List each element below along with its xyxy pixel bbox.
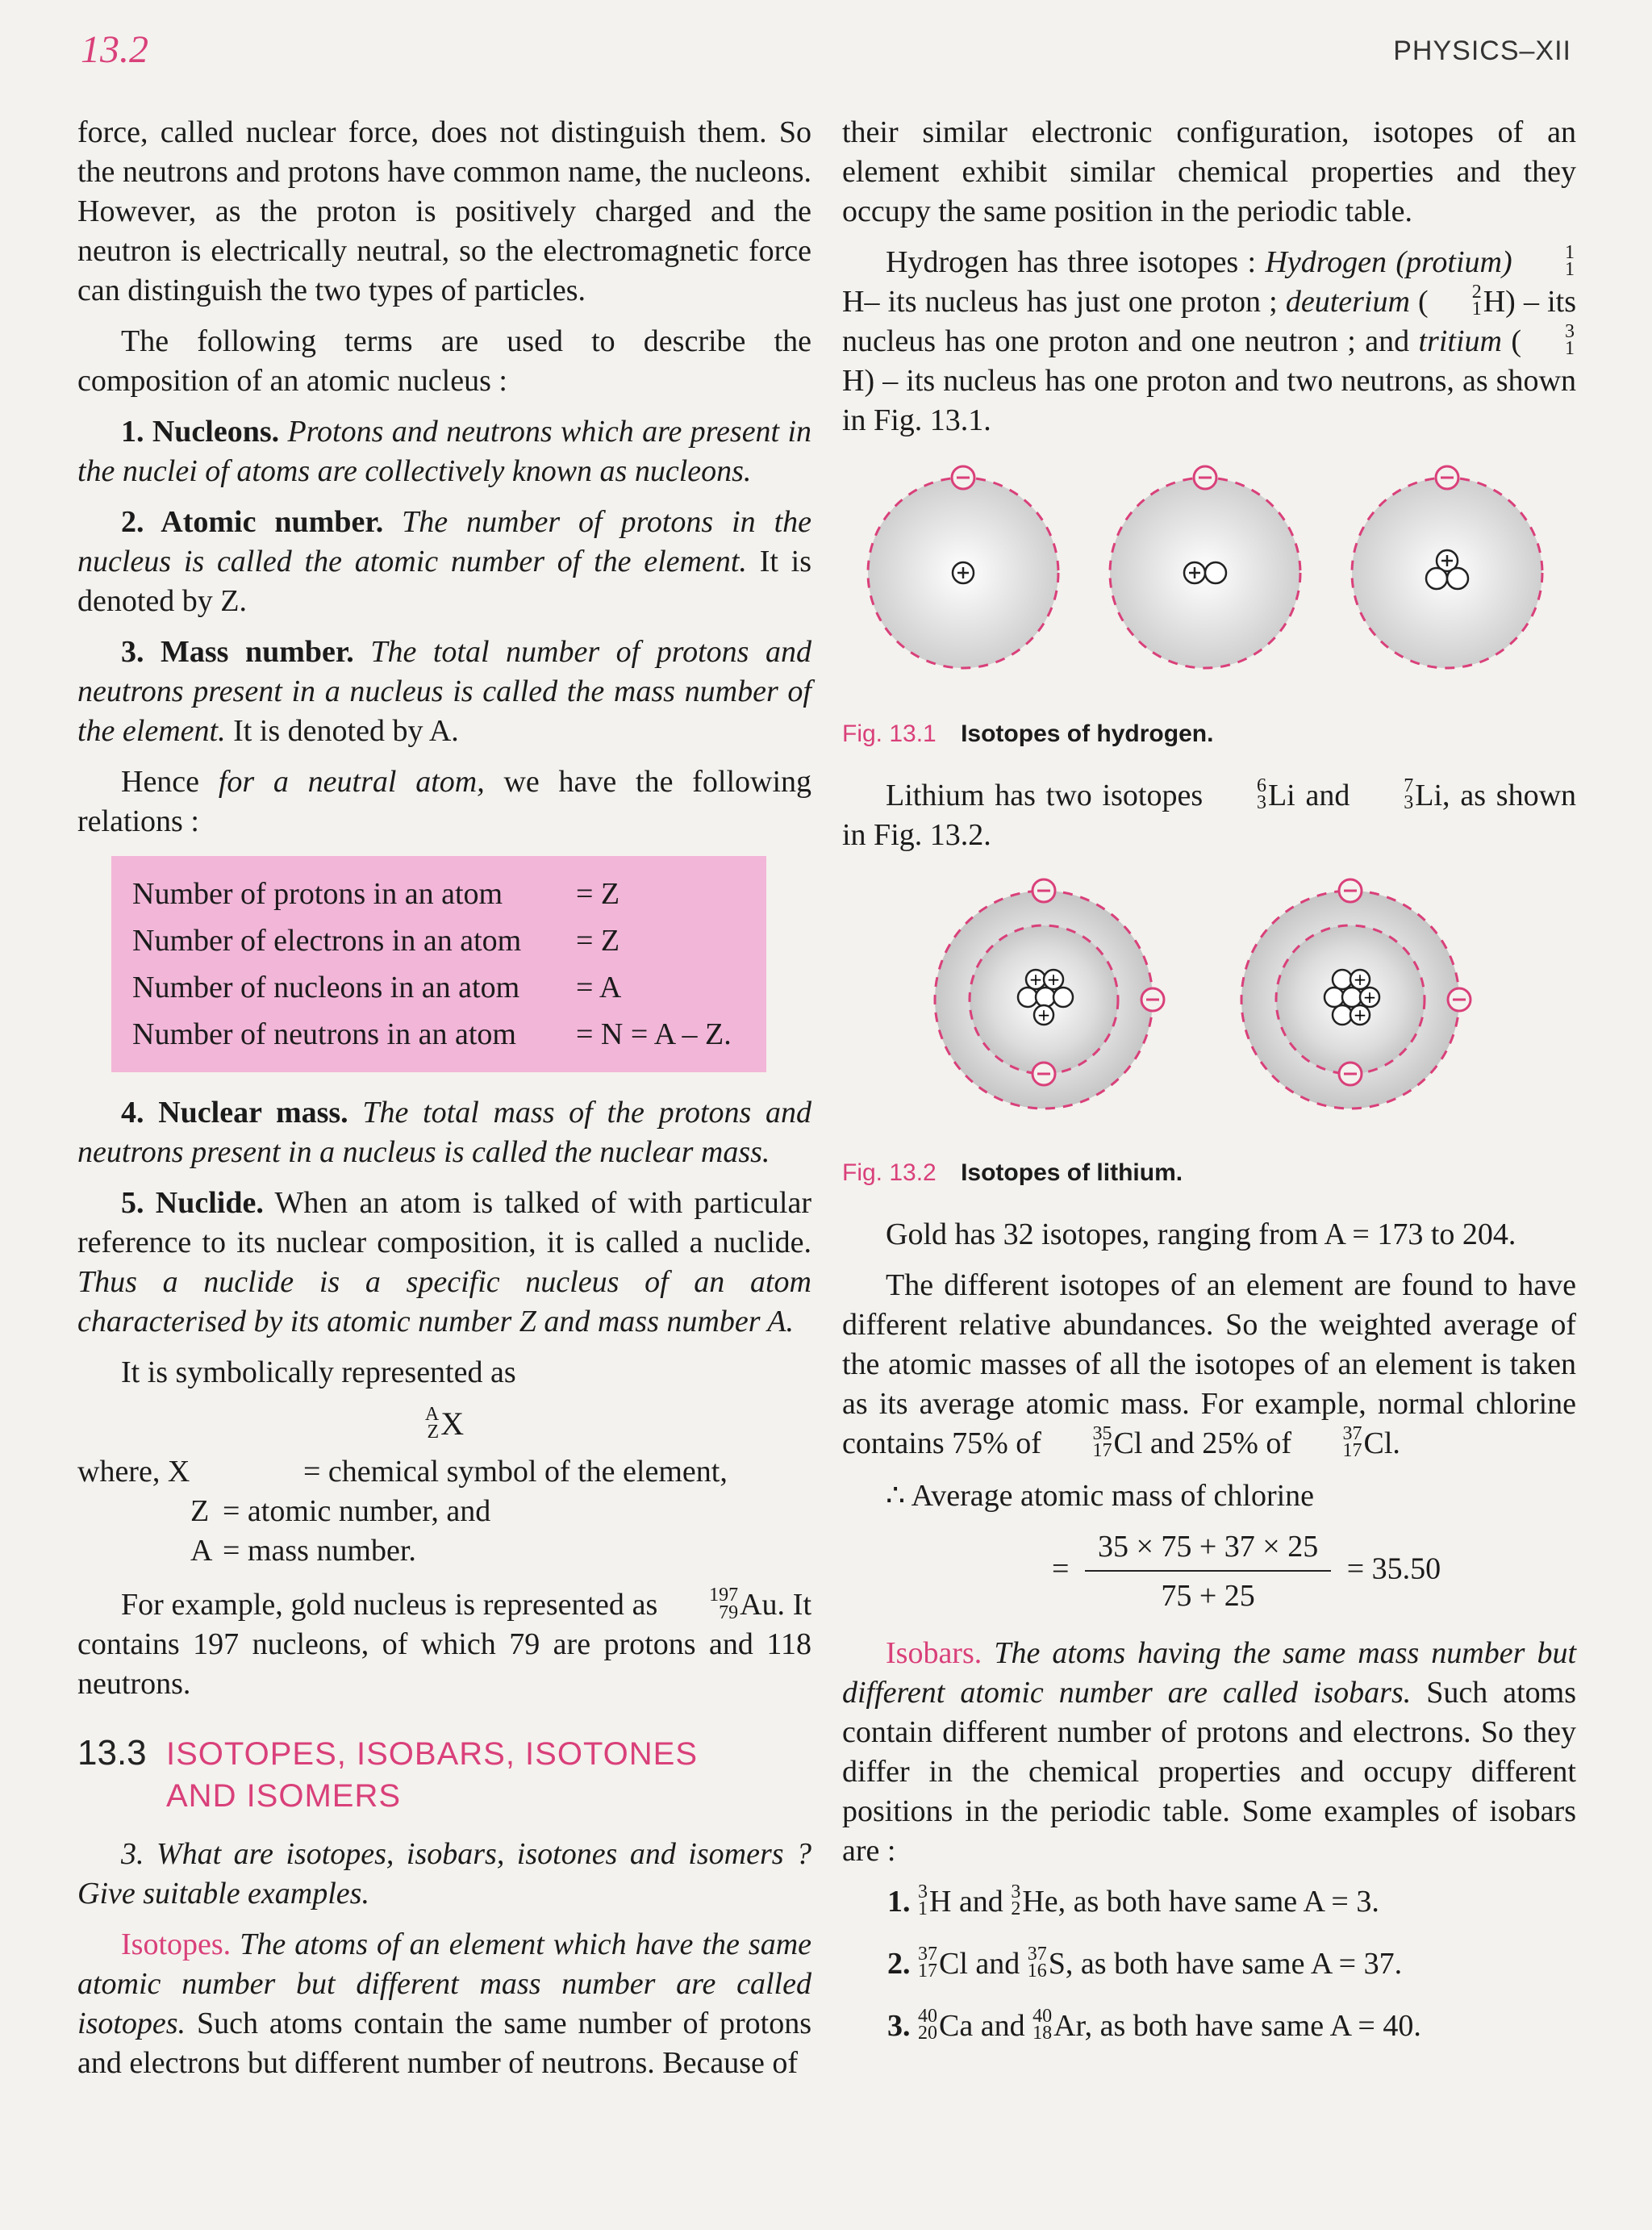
isotopes-def: The atoms of an element which have the same atomic number but different mass number are called isotopes. xyxy=(77,1927,812,2041)
svg-text:+: + xyxy=(1028,970,1043,989)
definition-nucleons xyxy=(77,412,811,491)
figure-caption xyxy=(842,1153,1576,1192)
item-b: He, as both have same A = 3. xyxy=(1022,1885,1379,1919)
gold-atomic: 79 xyxy=(719,1602,739,1623)
hydrogen-d: H) – its nucleus has one proton and two neutrons, as shown in Fig. 13.1. xyxy=(842,364,1576,437)
question xyxy=(77,1835,811,1914)
hydrogen-deuterium: deuterium xyxy=(1285,285,1410,319)
figure-hydrogen-isotopes xyxy=(842,452,1576,754)
symbol-x: X xyxy=(440,1405,465,1442)
where-key: Z xyxy=(190,1494,210,1529)
term-text: The total number of protons and neutrons present in a nucleus is called the mass number of the element. xyxy=(77,635,811,748)
relation-value: = A xyxy=(576,971,622,1004)
hydrogen-tritium: tritium xyxy=(1418,324,1502,358)
svg-text:+: + xyxy=(1037,1005,1051,1025)
term-label: 4. Nuclear mass. xyxy=(121,1096,348,1130)
relation-row xyxy=(132,917,745,964)
isotope-indices: 3 1 xyxy=(918,1881,928,1920)
isobars-text: Such atoms contain different number of protons and electrons. So they differ in the chemical properties and occupy different positions in the periodic table. Some examples of isobars are : xyxy=(842,1676,1576,1868)
relations-intro xyxy=(77,762,811,841)
figure-lithium-isotopes xyxy=(842,867,1576,1192)
list-item xyxy=(887,1882,1576,1922)
relation-value: = N = A – Z. xyxy=(576,1017,732,1051)
definition-nuclide xyxy=(77,1184,811,1342)
fraction-denominator: 75 + 25 xyxy=(1161,1579,1255,1613)
hydrogen-isotopes: Hydrogen has three isotopes : Hydrogen (protium) 1 1 H– its nucleus has just one proton ; deuterium ( 2 1 H) – its nucleus has one proton and one neutron ; and tritium ( 3 1 H) – its nucleus has one proton and two neutrons, as shown in Fig. 13.1. xyxy=(842,241,1577,437)
isotope-indices: 37 17 xyxy=(918,1943,937,1982)
gold-indices xyxy=(665,1587,738,1622)
where-value: = atomic number, and xyxy=(223,1494,491,1529)
equals-sign: = xyxy=(1052,1551,1070,1586)
h1-indices: 1 1 xyxy=(1565,241,1575,281)
item-b: Ar, as both have same A = 40. xyxy=(1053,2009,1421,2043)
fraction-numerator: 35 × 75 + 37 × 25 xyxy=(1085,1527,1331,1572)
term-text: The total mass of the protons and neutrons present in a nucleus is called the nuclear mass. xyxy=(77,1096,811,1169)
term-label: 3. Mass number. xyxy=(121,635,354,669)
right-column xyxy=(842,113,1576,2069)
term-note: It is denoted by A. xyxy=(233,714,459,748)
lithium-isotopes xyxy=(842,776,1576,855)
gold-isotopes: Gold has 32 isotopes, ranging from A = 173 to 204. xyxy=(886,1217,1516,1251)
definition-mass-number xyxy=(77,633,811,751)
where-key: where, X xyxy=(77,1455,190,1489)
h3-indices: 3 1 xyxy=(1565,320,1575,360)
average-fraction xyxy=(1085,1527,1331,1616)
running-head: PHYSICS–XII xyxy=(1393,35,1571,66)
hydrogen-protium: Hydrogen (protium) xyxy=(1265,245,1512,279)
abundance-cl35: Cl and 25% of xyxy=(1113,1426,1292,1460)
relation-row xyxy=(132,871,745,917)
isotope-indices: 3 2 xyxy=(1011,1881,1021,1920)
section-title-line-1: ISOTOPES, ISOBARS, ISOTONES xyxy=(166,1736,699,1773)
deuterium-atom xyxy=(1110,466,1300,668)
isobar-examples xyxy=(887,1882,1576,2046)
where-value: = mass number. xyxy=(223,1534,416,1568)
item-a: H and xyxy=(929,1885,1003,1919)
svg-text:+: + xyxy=(1362,988,1377,1007)
section-title xyxy=(166,1733,698,1817)
definition-nuclear-mass xyxy=(77,1093,811,1172)
figure-number: Fig. 13.2 xyxy=(842,1159,937,1186)
gold-example xyxy=(77,1585,811,1704)
figure-caption-text: Isotopes of hydrogen. xyxy=(961,720,1214,747)
lithium-c: Li, as shown in Fig. 13.2. xyxy=(842,779,1577,852)
term-italic: Thus a nuclide is a specific nucleus of an atom characterised by its atomic number Z and mass number A. xyxy=(77,1265,811,1338)
where-list xyxy=(77,1452,811,1571)
term-isotopes: Isotopes. xyxy=(121,1927,232,1962)
gold-symbol: Au. xyxy=(740,1588,786,1622)
symbol-atomic: Z xyxy=(427,1421,440,1443)
item-number: 1. xyxy=(887,1885,911,1919)
isobars-definition xyxy=(842,1634,1576,1871)
abundance-paragraph xyxy=(842,1266,1576,1464)
section-title-line-2: AND ISOMERS xyxy=(166,1778,402,1814)
term-label: 1. Nucleons. xyxy=(121,415,280,449)
lithium-b: Li and xyxy=(1267,779,1350,812)
lithium-7-atom xyxy=(1241,879,1471,1109)
item-b: S, as both have same A = 37. xyxy=(1048,1947,1403,1981)
section-heading xyxy=(77,1733,811,1817)
term-label: 5. Nuclide. xyxy=(121,1186,264,1220)
isotope-indices: 40 20 xyxy=(918,2005,937,2044)
term-note: It is denoted by Z. xyxy=(77,545,812,618)
abundance-cl37: Cl. xyxy=(1363,1426,1400,1460)
relation-label: Number of neutrons in an atom xyxy=(132,1017,516,1051)
paragraph-nucleons: force, called nuclear force, does not distinguish them. So the neutrons and protons have common name, the nucleons. However, as the proton is positively charged and the neutron is electrically neutral, so the electromagnetic force can distinguish the two types of particles. xyxy=(77,115,811,307)
lithium-isotopes-diagram xyxy=(842,867,1576,1133)
term-isobars: Isobars. xyxy=(886,1636,982,1670)
svg-text:+: + xyxy=(1353,1005,1367,1025)
paragraph-terms-intro: The following terms are used to describe the composition of an atomic nucleus : xyxy=(77,324,811,398)
h2-indices: 2 1 xyxy=(1471,281,1482,320)
paragraph-configuration: their similar electronic configuration, isotopes of an element exhibit similar chemical properties and they occupy the same position in the periodic table. xyxy=(842,115,1576,228)
nuclide-symbol xyxy=(77,1404,811,1444)
gold-mass: 197 xyxy=(709,1585,739,1606)
li6-indices: 6 3 xyxy=(1256,775,1266,814)
term-text: When an atom is talked of with particular reference to its nuclear composition, it is called a nuclide. xyxy=(77,1186,811,1259)
relation-label: Number of nucleons in an atom xyxy=(132,971,520,1004)
isotope-indices: 40 18 xyxy=(1032,2005,1053,2044)
relations-intro-a: Hence xyxy=(121,765,200,799)
average-label: ∴ Average atomic mass of chlorine xyxy=(886,1479,1315,1513)
relation-value: = Z xyxy=(576,877,620,911)
lithium-6-atom xyxy=(935,879,1164,1109)
svg-text:+: + xyxy=(1046,970,1061,989)
left-column xyxy=(77,113,811,2094)
term-text: Protons and neutrons which are present in the nuclei of atoms are collectively known as nucleons. xyxy=(77,415,812,488)
term-text: The number of protons in the nucleus is called the atomic number of the element. xyxy=(77,505,811,578)
question-text: 3. What are isotopes, isobars, isotones and isomers ? Give suitable examples. xyxy=(77,1837,811,1911)
average-result: = 35.50 xyxy=(1346,1551,1441,1586)
protium-atom xyxy=(868,466,1058,668)
relation-row xyxy=(132,964,745,1011)
where-value: = chemical symbol of the element, xyxy=(303,1455,728,1489)
li7-indices: 7 3 xyxy=(1404,775,1414,814)
symbol-mass: A xyxy=(424,1404,440,1426)
hydrogen-b: H– its nucleus has just one proton ; xyxy=(842,285,1278,319)
isotopes-definition xyxy=(77,1925,811,2083)
where-row xyxy=(77,1452,811,1492)
svg-text:+: + xyxy=(1353,970,1367,989)
symbol-indices xyxy=(425,1406,439,1441)
where-row xyxy=(77,1492,811,1531)
hydrogen-a: Hydrogen has three isotopes : xyxy=(886,245,1257,279)
tritium-atom xyxy=(1352,466,1542,668)
relations-intro-c: we have the following relations : xyxy=(77,765,812,838)
page-number: 13.2 xyxy=(81,28,148,71)
example-text-b: It contains 197 nucleons, of which 79 are protons and 118 neutrons. xyxy=(77,1588,812,1702)
item-a: Cl and xyxy=(939,1947,1020,1981)
isotope-indices: 37 16 xyxy=(1027,1943,1047,1982)
cl37-indices: 37 17 xyxy=(1342,1422,1362,1462)
term-label: 2. Atomic number. xyxy=(121,505,384,539)
relation-label: Number of electrons in an atom xyxy=(132,924,522,958)
symbol-intro: It is symbolically represented as xyxy=(121,1355,516,1389)
figure-number: Fig. 13.1 xyxy=(842,720,937,747)
isobars-def: The atoms having the same mass number but different atomic number are called isobars. xyxy=(842,1636,1577,1710)
hydrogen-isotopes-diagram xyxy=(842,452,1576,694)
where-row xyxy=(77,1531,811,1571)
relation-value: = Z xyxy=(576,924,620,958)
cl35-indices: 35 17 xyxy=(1092,1422,1112,1462)
list-item xyxy=(887,1944,1576,1984)
list-item xyxy=(887,2007,1576,2046)
section-number: 13.3 xyxy=(77,1733,147,1773)
relation-row xyxy=(132,1011,745,1058)
where-key: A xyxy=(190,1534,213,1568)
item-number: 3. xyxy=(887,2009,911,2043)
relations-box xyxy=(111,856,766,1072)
item-number: 2. xyxy=(887,1947,911,1981)
example-text: For example, gold nucleus is represented as xyxy=(121,1588,658,1622)
lithium-a: Lithium has two isotopes xyxy=(886,779,1204,812)
figure-caption xyxy=(842,714,1576,754)
relations-intro-b: for a neutral atom, xyxy=(218,765,485,799)
relation-label: Number of protons in an atom xyxy=(132,877,503,911)
hydrogen-c: H) – its nucleus has one proton and one neutron ; and xyxy=(842,285,1577,358)
definition-atomic-number xyxy=(77,503,811,621)
average-equation xyxy=(1052,1527,1576,1616)
abundance-text: The different isotopes of an element are found to have different relative abundances. So the weighted average of the atomic masses of all the isotopes of an element is taken as its average atomic mass. For example, normal chlorine contains 75% of xyxy=(842,1268,1576,1460)
isotopes-text: Such atoms contain the same number of protons and electrons but different number of neutrons. Because of xyxy=(77,2007,811,2081)
figure-caption-text: Isotopes of lithium. xyxy=(961,1159,1183,1186)
item-a: Ca and xyxy=(939,2009,1025,2043)
